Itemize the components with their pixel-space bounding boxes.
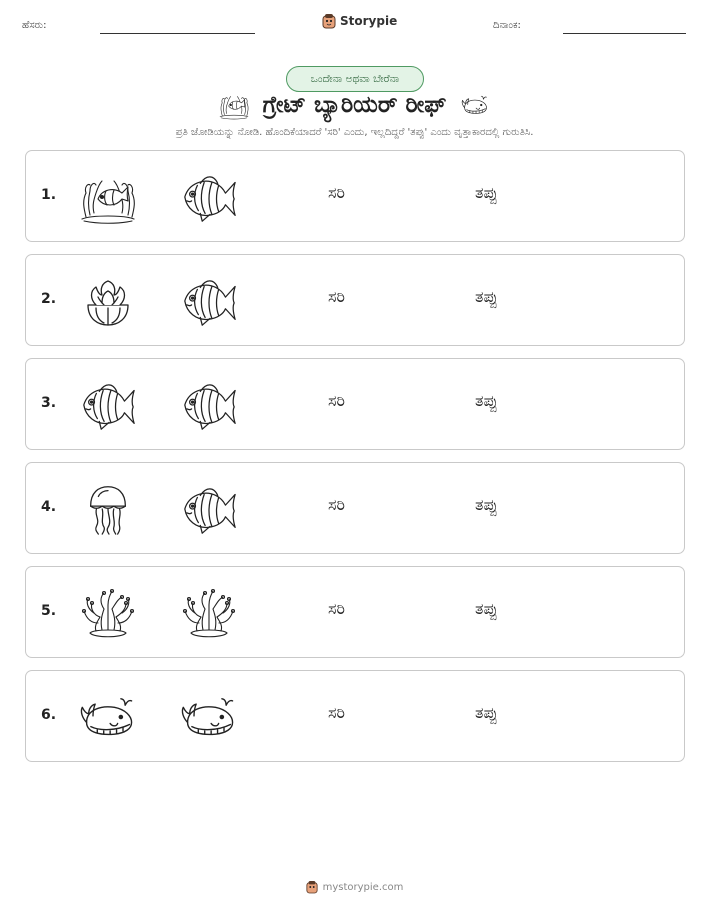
option-different[interactable]: ತಪ್ಪು <box>475 287 498 306</box>
page-title: ಗ್ರೇಟ್ ಬ್ಯಾರಿಯರ್ ರೀಫ್ <box>262 92 447 118</box>
question-card-4 <box>25 462 685 554</box>
question-card-5 <box>25 566 685 658</box>
question-number: 1. <box>41 187 57 203</box>
storypie-mascot-icon <box>306 880 318 894</box>
title-row <box>0 90 709 120</box>
fish-icon <box>179 273 239 329</box>
sea-anemone-icon <box>78 585 138 641</box>
question-card-3 <box>25 358 685 450</box>
option-same[interactable]: ಸರಿ <box>328 703 345 722</box>
question-number: 2. <box>41 291 57 307</box>
footer-url[interactable]: mystorypie.com <box>322 881 404 893</box>
option-same[interactable]: ಸರಿ <box>328 183 345 202</box>
footer <box>0 880 709 894</box>
option-same[interactable]: ಸರಿ <box>328 495 345 514</box>
option-different[interactable]: ತಪ್ಪು <box>475 495 498 514</box>
clownfish-anemone-icon <box>78 169 138 225</box>
name-line[interactable] <box>100 33 255 34</box>
instructions: ಪ್ರತಿ ಜೋಡಿಯನ್ನು ನೋಡಿ. ಹೊಂದಿಕೆಯಾದರೆ 'ಸರಿ' ಎಂದು, ಇಲ್ಲದಿದ್ದರೆ 'ತಪ್ಪು' ಎಂದು ವೃತ್ತಾಕಾರದಲ್ಲಿ ಗುರುತಿಸಿ. <box>175 127 534 138</box>
storypie-logo <box>322 13 397 29</box>
question-card-1 <box>25 150 685 242</box>
option-same[interactable]: ಸರಿ <box>328 287 345 306</box>
question-card-2 <box>25 254 685 346</box>
question-number: 3. <box>41 395 57 411</box>
brand-name: Storypie <box>340 14 398 28</box>
option-different[interactable]: ತಪ್ಪು <box>475 703 498 722</box>
storypie-mascot-icon <box>322 13 336 29</box>
jellyfish-icon <box>78 481 138 537</box>
fish-icon <box>179 377 239 433</box>
clownfish-anemone-icon <box>217 90 251 120</box>
question-card-6 <box>25 670 685 762</box>
option-same[interactable]: ಸರಿ <box>328 391 345 410</box>
whale-icon <box>78 689 138 745</box>
date-line[interactable] <box>563 33 686 34</box>
option-different[interactable]: ತಪ್ಪು <box>475 391 498 410</box>
name-label: ಹೆಸರು: <box>22 20 47 31</box>
question-number: 4. <box>41 499 57 515</box>
fish-icon <box>179 481 239 537</box>
fish-icon <box>179 169 239 225</box>
fish-icon <box>78 377 138 433</box>
option-same[interactable]: ಸರಿ <box>328 599 345 618</box>
sea-anemone-icon <box>179 585 239 641</box>
question-number: 5. <box>41 603 57 619</box>
option-different[interactable]: ತಪ್ಪು <box>475 183 498 202</box>
date-label: ದಿನಾಂಕ: <box>493 20 521 31</box>
option-different[interactable]: ತಪ್ಪು <box>475 599 498 618</box>
question-number: 6. <box>41 707 57 723</box>
whale-icon <box>458 92 492 118</box>
clam-icon <box>78 273 138 329</box>
activity-badge: ಒಂದೇನಾ ಅಥವಾ ಬೇರೆನಾ <box>286 66 424 92</box>
whale-icon <box>179 689 239 745</box>
